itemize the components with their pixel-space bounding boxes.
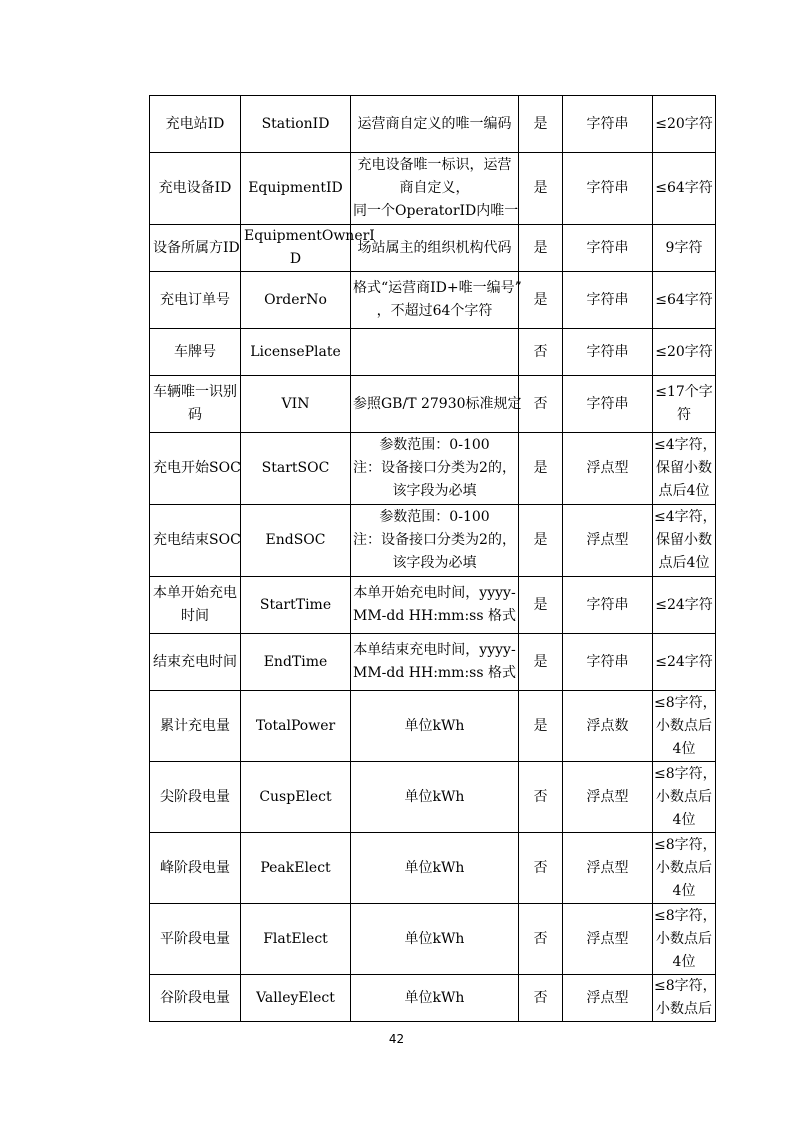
cell-text-line: ，不超过64个字符 — [376, 303, 493, 319]
cell-text-line: FlatElect — [263, 930, 328, 947]
field-name-cell — [150, 96, 241, 153]
field-type-cell: 浮点型 — [563, 833, 653, 904]
cell-text-line: 该字段为必填 — [392, 555, 477, 571]
cell-text-line: 时间 — [181, 608, 209, 624]
cell-text-line: 场站属主的组织机构代码 — [357, 239, 512, 256]
field-code-cell — [241, 577, 351, 634]
field-name-cell — [150, 634, 241, 691]
field-length-cell — [653, 975, 716, 1022]
cell-text-line: 峰阶段电量 — [160, 859, 230, 876]
field-length-cell — [653, 904, 716, 975]
table-row — [150, 577, 716, 634]
cell-text-line: 注：设备接口分类为2的， — [353, 532, 516, 548]
table-row — [150, 153, 716, 225]
field-name-cell — [150, 376, 241, 433]
field-code-cell — [241, 272, 351, 329]
field-code-cell — [241, 433, 351, 505]
cell-text-line: EquipmentOwnerI — [244, 228, 375, 244]
field-length-cell — [653, 833, 716, 904]
cell-text-line: ≤8字符， — [654, 907, 717, 924]
cell-text-line: ValleyElect — [256, 989, 335, 1006]
cell-text-line: EndSOC — [265, 532, 326, 548]
table-row — [150, 329, 716, 376]
cell-text-line: PeakElect — [260, 859, 331, 876]
cell-text-line: ≤8字符， — [654, 836, 717, 853]
field-description-cell — [351, 691, 519, 762]
cell-text-line: 平阶段电量 — [160, 930, 230, 947]
field-required-cell: 是 — [519, 634, 563, 691]
field-description-cell — [351, 272, 522, 329]
field-length-cell — [653, 376, 716, 433]
cell-text-line: 充电结束SOC — [153, 532, 241, 548]
cell-text-line: 尖阶段电量 — [160, 788, 230, 805]
cell-text-line: 4位 — [672, 953, 696, 970]
cell-text-line: 充电订单号 — [160, 291, 230, 308]
cell-text-line: ≤24字符 — [655, 653, 713, 670]
field-required-cell: 否 — [519, 376, 563, 433]
field-description-cell — [351, 433, 519, 505]
cell-text-line: 运营商自定义的唯一编码 — [357, 115, 512, 132]
cell-text-line: EndTime — [263, 653, 328, 670]
field-code-cell — [241, 833, 351, 904]
cell-text-line: 格式“运营商ID+唯一编号” — [353, 280, 522, 296]
field-type-cell: 字符串 — [563, 272, 653, 329]
cell-text-line: 码 — [188, 407, 202, 423]
cell-text-line: 参数范围：0-100 — [379, 437, 490, 453]
cell-text-line: ≤20字符 — [655, 115, 713, 132]
field-required-cell: 否 — [519, 904, 563, 975]
field-length-cell — [653, 153, 716, 225]
table-row — [150, 833, 716, 904]
cell-text-line: 充电站ID — [165, 115, 225, 132]
field-required-cell: 是 — [519, 225, 563, 272]
page-number: 42 — [388, 1032, 405, 1046]
cell-text-line: 单位kWh — [404, 717, 465, 734]
field-length-cell — [653, 225, 716, 272]
field-name-cell — [150, 153, 241, 225]
field-type-cell: 浮点数 — [563, 691, 653, 762]
table-row — [150, 975, 716, 1022]
field-code-cell — [241, 225, 375, 272]
cell-text-line: 参数范围：0-100 — [379, 509, 490, 525]
field-required-cell: 是 — [519, 433, 563, 505]
table-row — [150, 762, 716, 833]
field-type-cell: 字符串 — [563, 329, 653, 376]
cell-text-line: 结束充电时间 — [153, 653, 237, 670]
field-required-cell: 是 — [519, 272, 563, 329]
field-length-cell — [653, 505, 716, 577]
field-name-cell — [150, 904, 241, 975]
table-row — [150, 904, 716, 975]
cell-text-line: 小数点后 — [656, 717, 712, 734]
field-description-cell — [351, 577, 519, 634]
field-description-cell — [351, 153, 519, 225]
table-row — [150, 433, 716, 505]
field-code-cell — [241, 904, 351, 975]
field-name-cell — [150, 762, 241, 833]
field-code-cell — [241, 505, 351, 577]
cell-text-line: 本单开始充电 — [153, 585, 237, 601]
field-length-cell — [653, 272, 716, 329]
cell-text-line: MM-dd HH:mm:ss 格式 — [353, 608, 516, 624]
field-required-cell: 是 — [519, 691, 563, 762]
field-description-cell — [351, 634, 519, 691]
field-code-cell — [241, 975, 351, 1022]
table-row — [150, 225, 716, 272]
field-name-cell — [150, 329, 241, 376]
cell-text-line: ≤8字符， — [654, 978, 717, 994]
field-type-cell: 字符串 — [563, 376, 653, 433]
cell-text-line: MM-dd HH:mm:ss 格式 — [353, 665, 516, 681]
cell-text-line: ≤64字符 — [655, 291, 713, 308]
field-type-cell: 字符串 — [563, 577, 653, 634]
field-type-cell: 浮点型 — [563, 904, 653, 975]
field-type-cell: 字符串 — [563, 634, 653, 691]
cell-text-line: CuspElect — [259, 788, 332, 805]
cell-text-line: 单位kWh — [404, 859, 465, 876]
cell-text-line: 注：设备接口分类为2的， — [353, 460, 516, 476]
cell-text-line: 小数点后 — [656, 930, 712, 947]
cell-text-line: EquipmentID — [248, 180, 343, 196]
field-type-cell: 浮点型 — [563, 505, 653, 577]
cell-text-line: 点后4位 — [658, 483, 710, 499]
field-type-cell: 浮点型 — [563, 433, 653, 505]
field-length-cell — [653, 634, 716, 691]
table-row — [150, 634, 716, 691]
field-description-cell — [351, 904, 519, 975]
field-code-cell — [241, 96, 351, 153]
cell-text-line: ≤17个字 — [655, 384, 713, 400]
table-row — [150, 272, 716, 329]
cell-text-line: 车牌号 — [174, 343, 216, 360]
field-name-cell — [150, 433, 241, 505]
field-code-cell — [241, 691, 351, 762]
cell-text-line: ≤64字符 — [655, 180, 713, 196]
field-description-cell — [351, 975, 519, 1022]
cell-text-line: 4位 — [672, 811, 696, 828]
field-description-cell — [351, 833, 519, 904]
cell-text-line: 本单结束充电时间，yyyy- — [353, 642, 516, 658]
field-spec-table-body — [150, 96, 716, 1022]
field-description-cell — [351, 225, 519, 272]
cell-text-line: 保留小数 — [656, 532, 712, 548]
field-name-cell — [150, 691, 241, 762]
field-name-cell — [150, 975, 241, 1022]
field-type-cell: 字符串 — [563, 225, 653, 272]
cell-text-line: StationID — [261, 115, 330, 132]
field-length-cell — [653, 96, 716, 153]
field-type-cell: 字符串 — [563, 153, 653, 225]
field-name-cell — [150, 225, 241, 272]
field-description-cell — [351, 96, 519, 153]
field-description-cell — [351, 762, 519, 833]
table-row — [150, 505, 716, 577]
cell-text-line: 累计充电量 — [160, 717, 230, 734]
field-length-cell — [653, 433, 716, 505]
field-name-cell — [150, 272, 241, 329]
cell-text-line: 车辆唯一识别 — [153, 384, 237, 400]
field-type-cell: 字符串 — [563, 96, 653, 153]
field-name-cell — [150, 505, 241, 577]
field-code-cell — [241, 762, 351, 833]
cell-text-line: ≤24字符 — [655, 596, 713, 613]
cell-text-line: 本单开始充电时间，yyyy- — [353, 585, 516, 601]
field-spec-table — [149, 95, 716, 1022]
field-code-cell — [241, 153, 351, 225]
field-name-cell — [150, 833, 241, 904]
cell-text-line: OrderNo — [264, 291, 327, 308]
cell-text-line: ≤8字符， — [654, 694, 717, 711]
cell-text-line: 4位 — [672, 882, 696, 899]
cell-text-line: 同一个OperatorID内唯一 — [353, 203, 519, 219]
field-description-cell — [351, 505, 519, 577]
cell-text-line: 谷阶段电量 — [160, 989, 230, 1006]
cell-text-line: 参照GB/T 27930标准规定 — [353, 395, 522, 412]
cell-text-line: StartSOC — [261, 460, 330, 476]
field-code-cell — [241, 329, 351, 376]
field-name-cell — [150, 577, 241, 634]
field-required-cell: 是 — [519, 577, 563, 634]
cell-text-line: ≤4字符， — [654, 437, 717, 453]
field-code-cell — [241, 634, 351, 691]
field-required-cell: 是 — [519, 505, 563, 577]
cell-text-line: 小数点后 — [656, 859, 712, 876]
cell-text-line: 小数点后 — [656, 788, 712, 805]
cell-text-line: 单位kWh — [404, 930, 465, 947]
field-length-cell — [653, 577, 716, 634]
cell-text-line: 单位kWh — [404, 989, 465, 1006]
field-required-cell: 否 — [519, 762, 563, 833]
cell-text-line: ≤8字符， — [654, 765, 717, 782]
field-required-cell: 否 — [519, 329, 563, 376]
field-code-cell — [241, 376, 351, 433]
field-length-cell — [653, 762, 716, 833]
field-description-cell — [351, 329, 519, 376]
field-required-cell: 否 — [519, 975, 563, 1022]
table-row — [150, 691, 716, 762]
cell-text-line: 商自定义， — [399, 180, 470, 196]
cell-text-line: 充电设备唯一标识，运营 — [357, 157, 512, 173]
cell-text-line: 设备所属方ID — [153, 239, 240, 256]
cell-text-line: 9字符 — [665, 239, 703, 256]
cell-text-line: 单位kWh — [404, 788, 465, 805]
cell-text-line: 充电设备ID — [158, 180, 232, 196]
cell-text-line: 保留小数 — [656, 460, 712, 476]
field-type-cell: 浮点型 — [563, 762, 653, 833]
cell-text-line: 点后4位 — [658, 555, 710, 571]
field-type-cell: 浮点型 — [563, 975, 653, 1022]
cell-text-line: LicensePlate — [250, 343, 341, 360]
field-required-cell: 是 — [519, 153, 563, 225]
cell-text-line: 小数点后 — [656, 1001, 712, 1017]
field-length-cell — [653, 329, 716, 376]
cell-text-line: VIN — [281, 395, 310, 412]
cell-text-line: 充电开始SOC — [153, 460, 241, 476]
cell-text-line: 4位 — [672, 740, 696, 757]
cell-text-line: TotalPower — [255, 717, 336, 734]
cell-text-line: 符 — [677, 407, 691, 423]
cell-text-line: ≤20字符 — [655, 343, 713, 360]
field-required-cell: 否 — [519, 833, 563, 904]
cell-text-line: 该字段为必填 — [392, 483, 477, 499]
cell-text-line: ≤4字符， — [654, 509, 717, 525]
field-length-cell — [653, 691, 716, 762]
cell-text-line: D — [289, 251, 302, 267]
field-required-cell: 是 — [519, 96, 563, 153]
table-row — [150, 96, 716, 153]
field-description-cell — [351, 376, 522, 433]
cell-text-line: StartTime — [259, 596, 332, 613]
table-row — [150, 376, 716, 433]
